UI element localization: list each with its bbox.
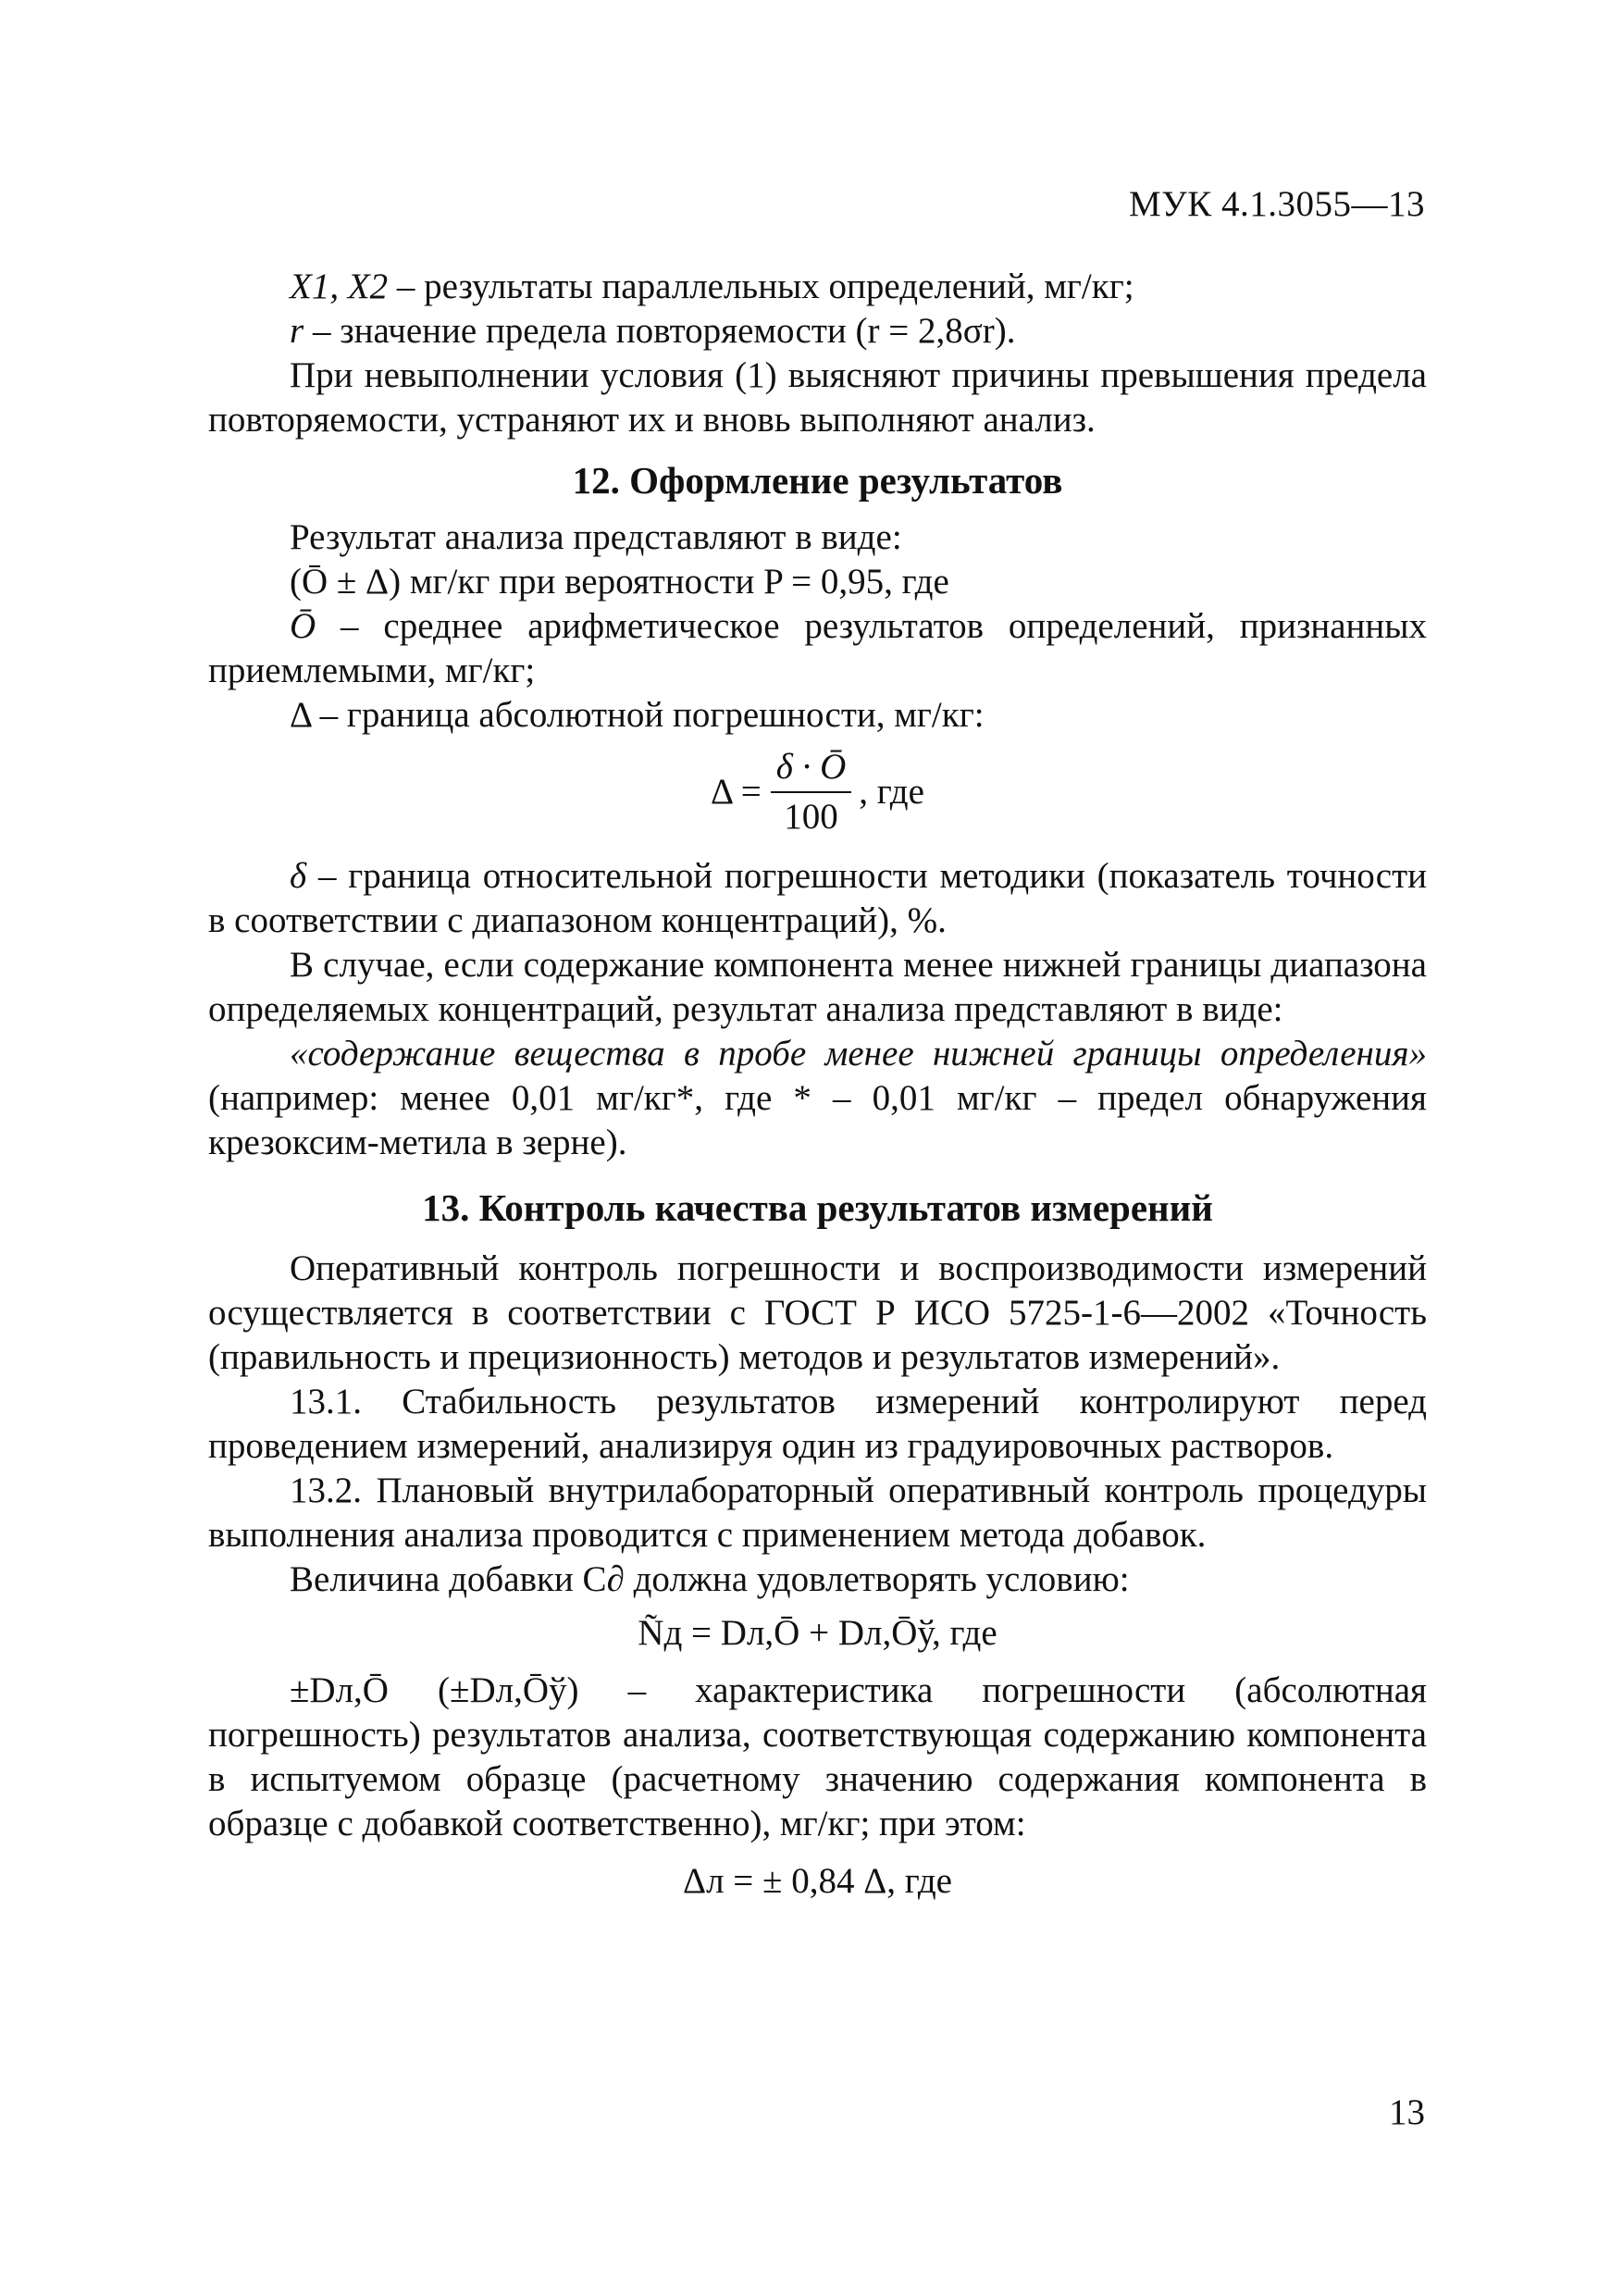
case-paragraph: В случае, если содержание компонента менее нижней границы диапазона определяемых концентраций, результат анализа представляют в виде: [208,945,1427,1029]
quote-paragraph [208,1032,1427,1165]
section-12-heading: 12. Оформление результатов [572,459,1063,502]
section-13-heading: 13. Контроль качества результатов измерений [422,1186,1213,1229]
paragraph-13-1: 13.1. Стабильность результатов измерений контролируют перед проведением измерений, анализируя один из градуировочных растворов. [208,1382,1427,1466]
condition-paragraph: При невыполнении условия (1) выясняют причины превышения предела повторяемости, устраняют их и вновь выполняют анализ. [208,355,1427,440]
delta-rel-variable: δ [290,856,307,896]
page-number: 13 [1389,2092,1425,2132]
control-paragraph: Оперативный контроль погрешности и воспроизводимости измерений осуществляется в соответствии с ГОСТ Р ИСО 5725-1-6—2002 «Точность (правильность и прецизионность) методов и результатов измерений». [208,1248,1427,1377]
document-code: МУК 4.1.3055—13 [1128,184,1425,224]
result-form: (Ō ± Δ) мг/кг при вероятности P = 0,95, где [290,562,949,602]
page-body [208,265,1427,1904]
formula-denominator: 100 [784,797,838,837]
definition-delta-relative [208,854,1427,943]
o-variable: Ō [290,606,316,646]
x-variables: X1, X2 [290,267,389,306]
quote-rest: (например: менее 0,01 мг/кг*, где * – 0,01 мг/кг – предел обнаружения крезоксим-метила в зерне). [208,1078,1427,1162]
formula-lhs: Δ = [711,772,762,812]
formula-numerator: δ · Ō [771,747,852,793]
x-description: – результаты параллельных определений, мг/кг; [396,267,1134,306]
definition-o [208,604,1427,693]
additive-intro: Величина добавки С∂ должна удовлетворять условию: [290,1559,1130,1599]
definition-r [208,309,1427,354]
delta-l-formula: Δл = ± 0,84 Δ, где [683,1861,952,1901]
characteristic-paragraph: ±Dл,Ō (±Dл,Ōў) – характеристика погрешности (абсолютная погрешность) результатов анализа, соответствующая содержанию компонента в испытуемом образце (расчетному значению содержания компонента в образце с добавкой соответственно), мг/кг; при этом: [208,1670,1427,1843]
formula-tail: , где [859,772,924,812]
quote-italic: «содержание вещества в пробе менее нижней границы определения» [290,1034,1427,1074]
r-variable: r [290,311,304,351]
definition-delta: Δ – граница абсолютной погрешности, мг/кг: [290,695,985,735]
o-description: – среднее арифметическое результатов определений, признанных приемлемыми, мг/кг; [208,606,1427,690]
paragraph-13-2: 13.2. Плановый внутрилабораторный оперативный контроль процедуры выполнения анализа проводится с применением метода добавок. [208,1471,1427,1555]
additive-formula: Ñд = Dл,Ō + Dл,Ōў, где [638,1613,997,1653]
definition-x [208,265,1427,309]
result-intro: Результат анализа представляют в виде: [290,517,902,557]
r-description: – значение предела повторяемости (r = 2,8σr). [312,311,1016,351]
delta-formula [208,747,1427,838]
formula-fraction [771,747,852,838]
delta-rel-description: – граница относительной погрешности методики (показатель точности в соответствии с диапазоном концентраций), %. [208,856,1428,940]
